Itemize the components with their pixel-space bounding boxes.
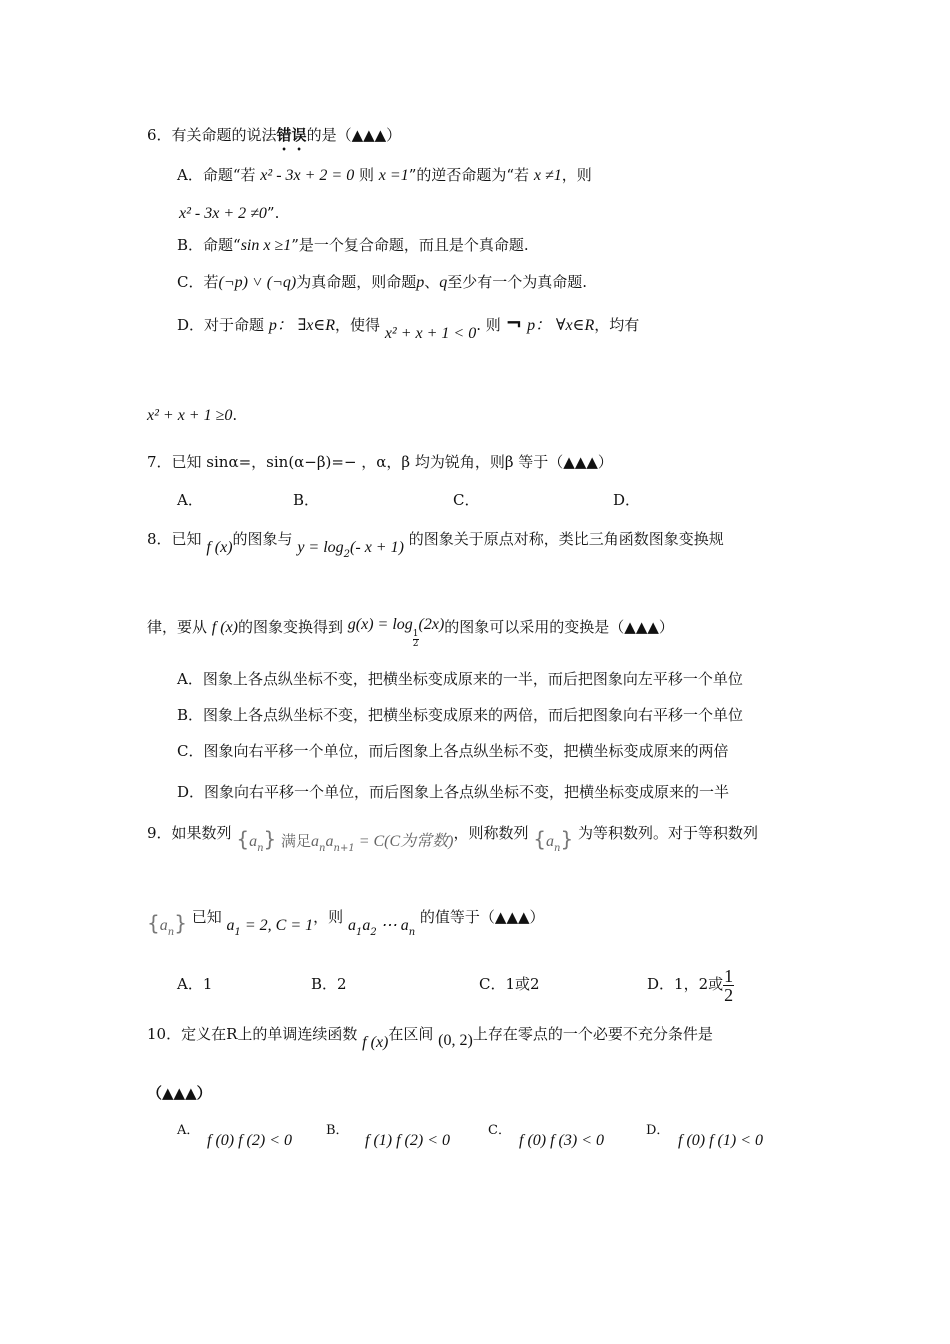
q9-option-c: C．1或2 [479, 975, 540, 993]
negation-symbol: ¬ [505, 311, 523, 335]
q8-option-d: D．图象向右平移一个单位，而后图象上各点纵坐标不变，把横坐标变成原来的一半 [177, 783, 730, 801]
fraction-one-half: $\frac{1}{2}$ [724, 965, 734, 1005]
q6-option-b: B．命题“sin x ≥1”是一个复合命题，而且是个真命题. [177, 236, 529, 254]
q8-log-base: $\frac{1}{2}$ [412, 629, 419, 649]
q10-option-c-label: C． [488, 1123, 511, 1138]
q8-option-c: C．图象向右平移一个单位，而后图象上各点纵坐标不变，把横坐标变成原来的两倍 [177, 742, 729, 760]
q8-stem-line2: 律，要从 f (x)的图象变换得到 g(x) = log $\frac{1}{2}(2x)$的图象可以采用的变换是（▲▲▲） [147, 616, 674, 649]
q6-option-a: A．命题“若 x² - 3x + 2 = 0 则 x =1”的逆否命题为“若 x ≠1，则 [177, 166, 592, 184]
q10-stem: 10．定义在R上的单调连续函数 f (x)在区间 (0, 2)上存在零点的一个必要不充分条件是 [147, 1025, 713, 1051]
q9-option-b: B．2 [311, 975, 347, 993]
q6-stem: 6．有关命题的说法错误的是（▲▲▲） [147, 126, 402, 144]
q6-option-c: C．若(¬p) ˅ (¬q)为真命题，则命题p、q至少有一个为真命题. [177, 273, 587, 291]
q10-option-c: f (0) f (3) < 0 [519, 1132, 604, 1149]
q8-option-a: A．图象上各点纵坐标不变，把横坐标变成原来的一半，而后把图象向左平移一个单位 [177, 670, 743, 688]
q10-option-a-label: A． [177, 1123, 200, 1138]
q8-option-b: B．图象上各点纵坐标不变，把横坐标变成原来的两倍，而后把图象向右平移一个单位 [177, 706, 744, 724]
q10-option-d-label: D． [646, 1123, 670, 1138]
q7-stem: 7．已知 sinα=，sin(α−β)=− ，α，β 均为锐角，则β 等于（▲▲▲） [147, 453, 613, 471]
q10-answer-marker: （▲▲▲） [147, 1084, 212, 1102]
q6-option-a-cont: x² - 3x + 2 ≠0”. [179, 204, 280, 222]
q9-stem-line2: $\{a_n\}$ 已知 $a_1 = 2$, C = 1，则 $a_1a_2$ ⋯ $a_n$ 的值等于（▲▲▲） [147, 908, 545, 938]
q7-option-d: D． [613, 491, 641, 509]
q7-option-b: B． [293, 491, 320, 509]
q10-option-b-label: B． [326, 1123, 349, 1138]
q6-a-equation: x² - 3x + 2 = 0 [260, 167, 355, 184]
q6-option-d: D．对于命题 p： ∃x∈R，使得 x² + x + 1 < 0. 则 ¬ p： ∀x∈R，均有 [177, 311, 640, 342]
q7-option-a: A． [177, 491, 203, 509]
q9-option-d: D．1，2或 $\frac{1}{2}$ [647, 965, 734, 1005]
q10-option-d: f (0) f (1) < 0 [678, 1132, 763, 1149]
q9-option-a: A．1 [177, 975, 213, 993]
q7-option-c: C． [453, 491, 480, 509]
q8-stem-line1: 8．已知 f (x)的图象与 $y = \log_2(-$ x + 1) 的图象关于原点对称，类比三角函数图象变换规 [147, 530, 724, 560]
q10-option-a: f (0) f (2) < 0 [207, 1132, 292, 1149]
q6-option-d-cont: x² + x + 1 ≥0. [147, 406, 238, 424]
q10-option-b: f (1) f (2) < 0 [365, 1132, 450, 1149]
q9-stem-line1: 9．如果数列 $\{a_n\}$ 满足$a_na_{n+1} = C(C$为常数)，则称数列 $\{a_n\}$ 为等积数列。对于等积数列 [147, 824, 759, 854]
